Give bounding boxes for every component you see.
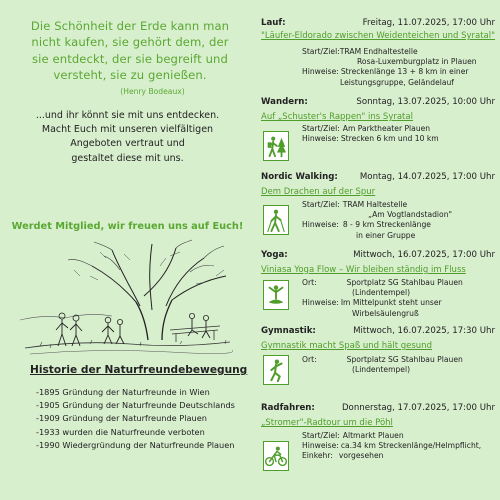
intro-line: gestaltet diese mit uns. [71, 152, 184, 164]
event-details [289, 355, 463, 375]
detail-key: Start/Ziel: [302, 47, 340, 56]
detail-value: (Lindentempel) [352, 365, 411, 375]
event-category: Lauf: [261, 18, 286, 28]
detail-value: Wirbelsäulengruß [352, 308, 419, 318]
history-item: -1990 Wiedergründung der Naturfreunde Plauen [36, 439, 235, 450]
intro-line: Macht Euch mit unseren vielfältigen [41, 124, 214, 136]
detail-value: Sportplatz SG Stahlbau Plauen [346, 355, 463, 364]
detail-key: Einkehr: [302, 451, 333, 461]
history-item: -1905 Gründung der Naturfreunde Deutschlands [36, 400, 235, 411]
join-slogan: Werdet Mitglied, wir freuen uns auf Euch! [11, 221, 244, 232]
intro-text [20, 109, 235, 166]
event-details [302, 200, 452, 241]
events-column [261, 0, 495, 500]
history-title: Historie der Naturfreundebewegung [30, 364, 248, 376]
detail-value: TRAM Endhaltestelle [339, 47, 418, 56]
event-title-link[interactable]: „Stromer"-Radtour um die Pöhl [261, 418, 393, 428]
detail-value: Streckenlänge 13 + 8 km in einer [340, 67, 469, 77]
nordic-walking-icon [263, 205, 289, 235]
event-category: Nordic Walking: [261, 172, 338, 182]
history-list [36, 386, 235, 452]
detail-key: Ort: [302, 278, 317, 287]
event-date: Mittwoch, 16.07.2025, 17:00 Uhr [353, 250, 495, 260]
event-wandern [261, 97, 495, 144]
quote [14, 18, 246, 84]
detail-key: Ort: [302, 355, 317, 364]
history-item: -1895 Gründung der Naturfreunde in Wien [36, 387, 210, 397]
event-date: Montag, 14.07.2025, 17:00 Uhr [359, 172, 495, 182]
event-title-link[interactable]: Auf „Schuster's Rappen" ins Syratal [261, 112, 413, 122]
event-title-link[interactable]: "Läufer-Eldorado zwischen Weidenteichen und Syratal" [261, 31, 496, 41]
detail-value: Altmarkt Plauen [342, 431, 404, 440]
quote-line: nicht kaufen, sie gehört dem, der [31, 35, 229, 50]
event-category: Radfahren: [261, 403, 315, 413]
event-details [302, 431, 481, 462]
event-date: Sonntag, 13.07.2025, 10:00 Uhr [356, 97, 495, 107]
detail-key: Hinweise: [302, 220, 339, 230]
detail-key: Start/Ziel: [302, 200, 340, 209]
event-nordic-walking [261, 172, 495, 240]
detail-key: Start/Ziel: [302, 431, 340, 440]
detail-value: in einer Gruppe [356, 230, 416, 240]
yoga-icon [263, 280, 289, 310]
detail-value: Rosa-Luxemburgplatz in Plauen [357, 57, 477, 67]
detail-value: TRAM Haltestelle [342, 200, 408, 209]
event-date: Freitag, 11.07.2025, 17:00 Uhr [362, 18, 495, 28]
history-item: -1933 wurden die Naturfreunde verboten [36, 426, 205, 437]
event-yoga [261, 250, 495, 318]
quote-line: sie entdeckt, der sie begreift und [32, 51, 228, 66]
detail-value: „Am Vogtlandstadion" [368, 210, 452, 220]
tree-hikers-illustration [20, 236, 235, 358]
detail-key: Hinweise: [302, 298, 339, 308]
detail-value: Im Mittelpunkt steht unser [340, 298, 442, 308]
detail-key: Hinweise: [302, 134, 339, 144]
event-radfahren [261, 403, 495, 461]
intro-line: Angeboten vertraut und [70, 138, 185, 150]
intro-line: ...und ihr könnt sie mit uns entdecken. [35, 110, 220, 121]
event-title-link[interactable]: Gymnastik macht Spaß und hält gesund [261, 341, 432, 351]
quote-line: versteht, sie zu genießen. [53, 68, 207, 83]
event-gymnastik [261, 326, 495, 375]
event-title-link[interactable]: Viniasa Yoga Flow – Wir bleiben ständig im Fluss [261, 265, 466, 275]
event-lauf [261, 18, 496, 87]
hiking-icon [263, 131, 289, 161]
event-date: Donnerstag, 17.07.2025, 17:00 Uhr [341, 403, 495, 413]
detail-value: 8 - 9 km Streckenlänge [342, 220, 431, 230]
detail-value: (Lindentempel) [352, 288, 411, 298]
detail-key: Hinweise: [302, 67, 339, 77]
detail-key: Hinweise: [302, 441, 339, 451]
detail-key: Start/Ziel: [302, 124, 340, 133]
quote-author: (Henry Bodeaux) [120, 87, 185, 96]
event-category: Yoga: [261, 250, 288, 260]
quote-line: Die Schönheit der Erde kann man [30, 19, 230, 33]
detail-value: ca.34 km Streckenlänge/Helmpflicht, [340, 441, 482, 451]
event-category: Gymnastik: [261, 326, 316, 336]
event-details [289, 278, 463, 319]
detail-value: Sportplatz SG Stahlbau Plauen [346, 278, 463, 287]
event-title-link[interactable]: Dem Drachen auf der Spur [261, 187, 376, 197]
detail-value: Am Parktheater Plauen [342, 124, 431, 133]
event-details [302, 124, 439, 144]
detail-value: vorgesehen [338, 451, 384, 461]
event-date: Mittwoch, 16.07.2025, 17:30 Uhr [353, 326, 495, 336]
detail-value: Leistungsgruppe, Geländelauf [340, 77, 454, 87]
gymnastics-icon [263, 355, 289, 385]
cycling-icon [263, 441, 289, 471]
event-details [302, 47, 477, 88]
event-category: Wandern: [261, 97, 308, 107]
detail-value: Strecken 6 km und 10 km [340, 134, 439, 144]
history-item: -1909 Gründung der Naturfreunde Plauen [36, 413, 207, 424]
